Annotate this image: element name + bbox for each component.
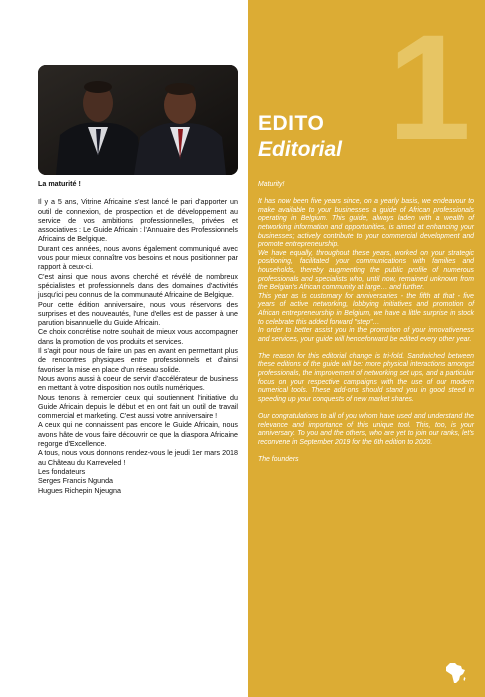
africa-map-icon — [443, 661, 467, 685]
french-paragraph: C'est ainsi que nous avons cherché et révélé de nombreux spécialistes et professionnels dans des domaines d'activités jusqu'ici peu connus de la communauté Africaine de Belgique. — [38, 272, 238, 300]
english-column — [248, 0, 485, 697]
french-text — [38, 180, 238, 496]
english-paragraph: The reason for this editorial change is tri-fold. Sandwiched between these editions of the guide will be: more physical interactions amongst professionals, the improvement of networking set ups, and a particular focus on your respective campaigns with the use of our modern numerical tools. These add-ons should stand you in good steed in speeding up your conquests of new market shares. — [258, 352, 474, 403]
french-paragraph: Nous avons aussi à coeur de servir d'accélérateur de business en mettant à votre disposition nos outils numériques. — [38, 374, 238, 393]
page-subtitle: Editorial — [258, 138, 343, 161]
founders-photo — [38, 65, 238, 175]
french-paragraph: Nous tenons à remercier ceux qui soutiennent l'initiative du Guide Africain depuis le début et en ont fait un outil de travail commercial et marketing. C'est aussi votre anniversaire ! — [38, 393, 238, 421]
french-paragraph: A tous, nous vous donnons rendez-vous le jeudi 1er mars 2018 au Château du Karreveled ! — [38, 449, 238, 467]
english-signature: The founders — [258, 456, 299, 463]
english-paragraph: We have equally, throughout these years, worked on your strategic positioning, facilitated your communications with families and households, thereby augmenting the public profile of numerous professionals and specialists who, until now, remained unknown from the Belgian's African community at large… and further. — [258, 249, 474, 292]
page-title: EDITO — [258, 112, 325, 135]
french-signature: Les fondateurs — [38, 467, 86, 476]
french-paragraph: A ceux qui ne connaissent pas encore le Guide Africain, nous avons hâte de vous faire découvrir ce que la diaspora Africaine regorge d'Excellence. — [38, 421, 238, 449]
english-paragraph: This year as is customary for anniversaries - the fifth at that - five years of active networking, lobbying initiatives and promotion of African entrepreneurship in Belgium, we have a little surprise in stock to celebrate this added forward "step"… — [258, 292, 474, 326]
french-paragraph: Il y a 5 ans, Vitrine Africaine s'est lancé le pari d'apporter un outil de connexion, de prospection et de développement au service de vos ambitions professionnelles, privées et associatives : Le Guide Africain : l'Annuaire des Professionnels Africains de Belgique. — [38, 198, 238, 244]
page-number-decoration: 1 — [387, 3, 471, 171]
french-paragraph: Durant ces années, nous avons également communiqué avec vous pour mieux connaître vos besoins et nous positionner par rapport à ceux-ci. — [38, 244, 238, 272]
french-paragraph: Il s'agit pour nous de faire un pas en avant en permettant plus de rencontres physiques entre professionnels et d'ainsi favoriser la mise en place d'un réseau solide. — [38, 347, 238, 374]
french-signature: Hugues Richepin Njeugna — [38, 486, 121, 495]
english-text — [258, 181, 474, 465]
english-paragraph: Our congratulations to all of you whom have used and understand the relevance and importance of this unique tool. This, too, is your anniversary. To you and the others, who are yet to join our ranks, let's reconvene in September 2019 for the 6th edition to 2020. — [258, 413, 474, 446]
english-paragraph: In order to better assist you in the promotion of your innovativeness and services, your guide will henceforward be edited every other year. — [258, 327, 474, 343]
french-paragraph: Pour cette édition anniversaire, nous vous réservons des surprises et des nouveautés, l'une d'elles est de passer à une parution bisannuelle du Guide Africain. — [38, 300, 238, 328]
french-greeting: La maturité ! — [38, 180, 81, 188]
french-paragraph: Ce choix concrétise notre souhait de mieux vous accompagner dans la promotion de vos produits et services. — [38, 328, 238, 346]
french-signature: Serges Francis Ngunda — [38, 477, 114, 486]
english-paragraph: It has now been five years since, on a yearly basis, we endeavour to make available to your businesses a guide of African professionals operating in Belgium. This guide, always laden with a wealth of networking information and opportunities, is aimed at enhancing your businesses; actively contribute to your commercial development and promote entrepreneurship. — [258, 198, 474, 249]
english-greeting: Maturity! — [258, 181, 285, 188]
